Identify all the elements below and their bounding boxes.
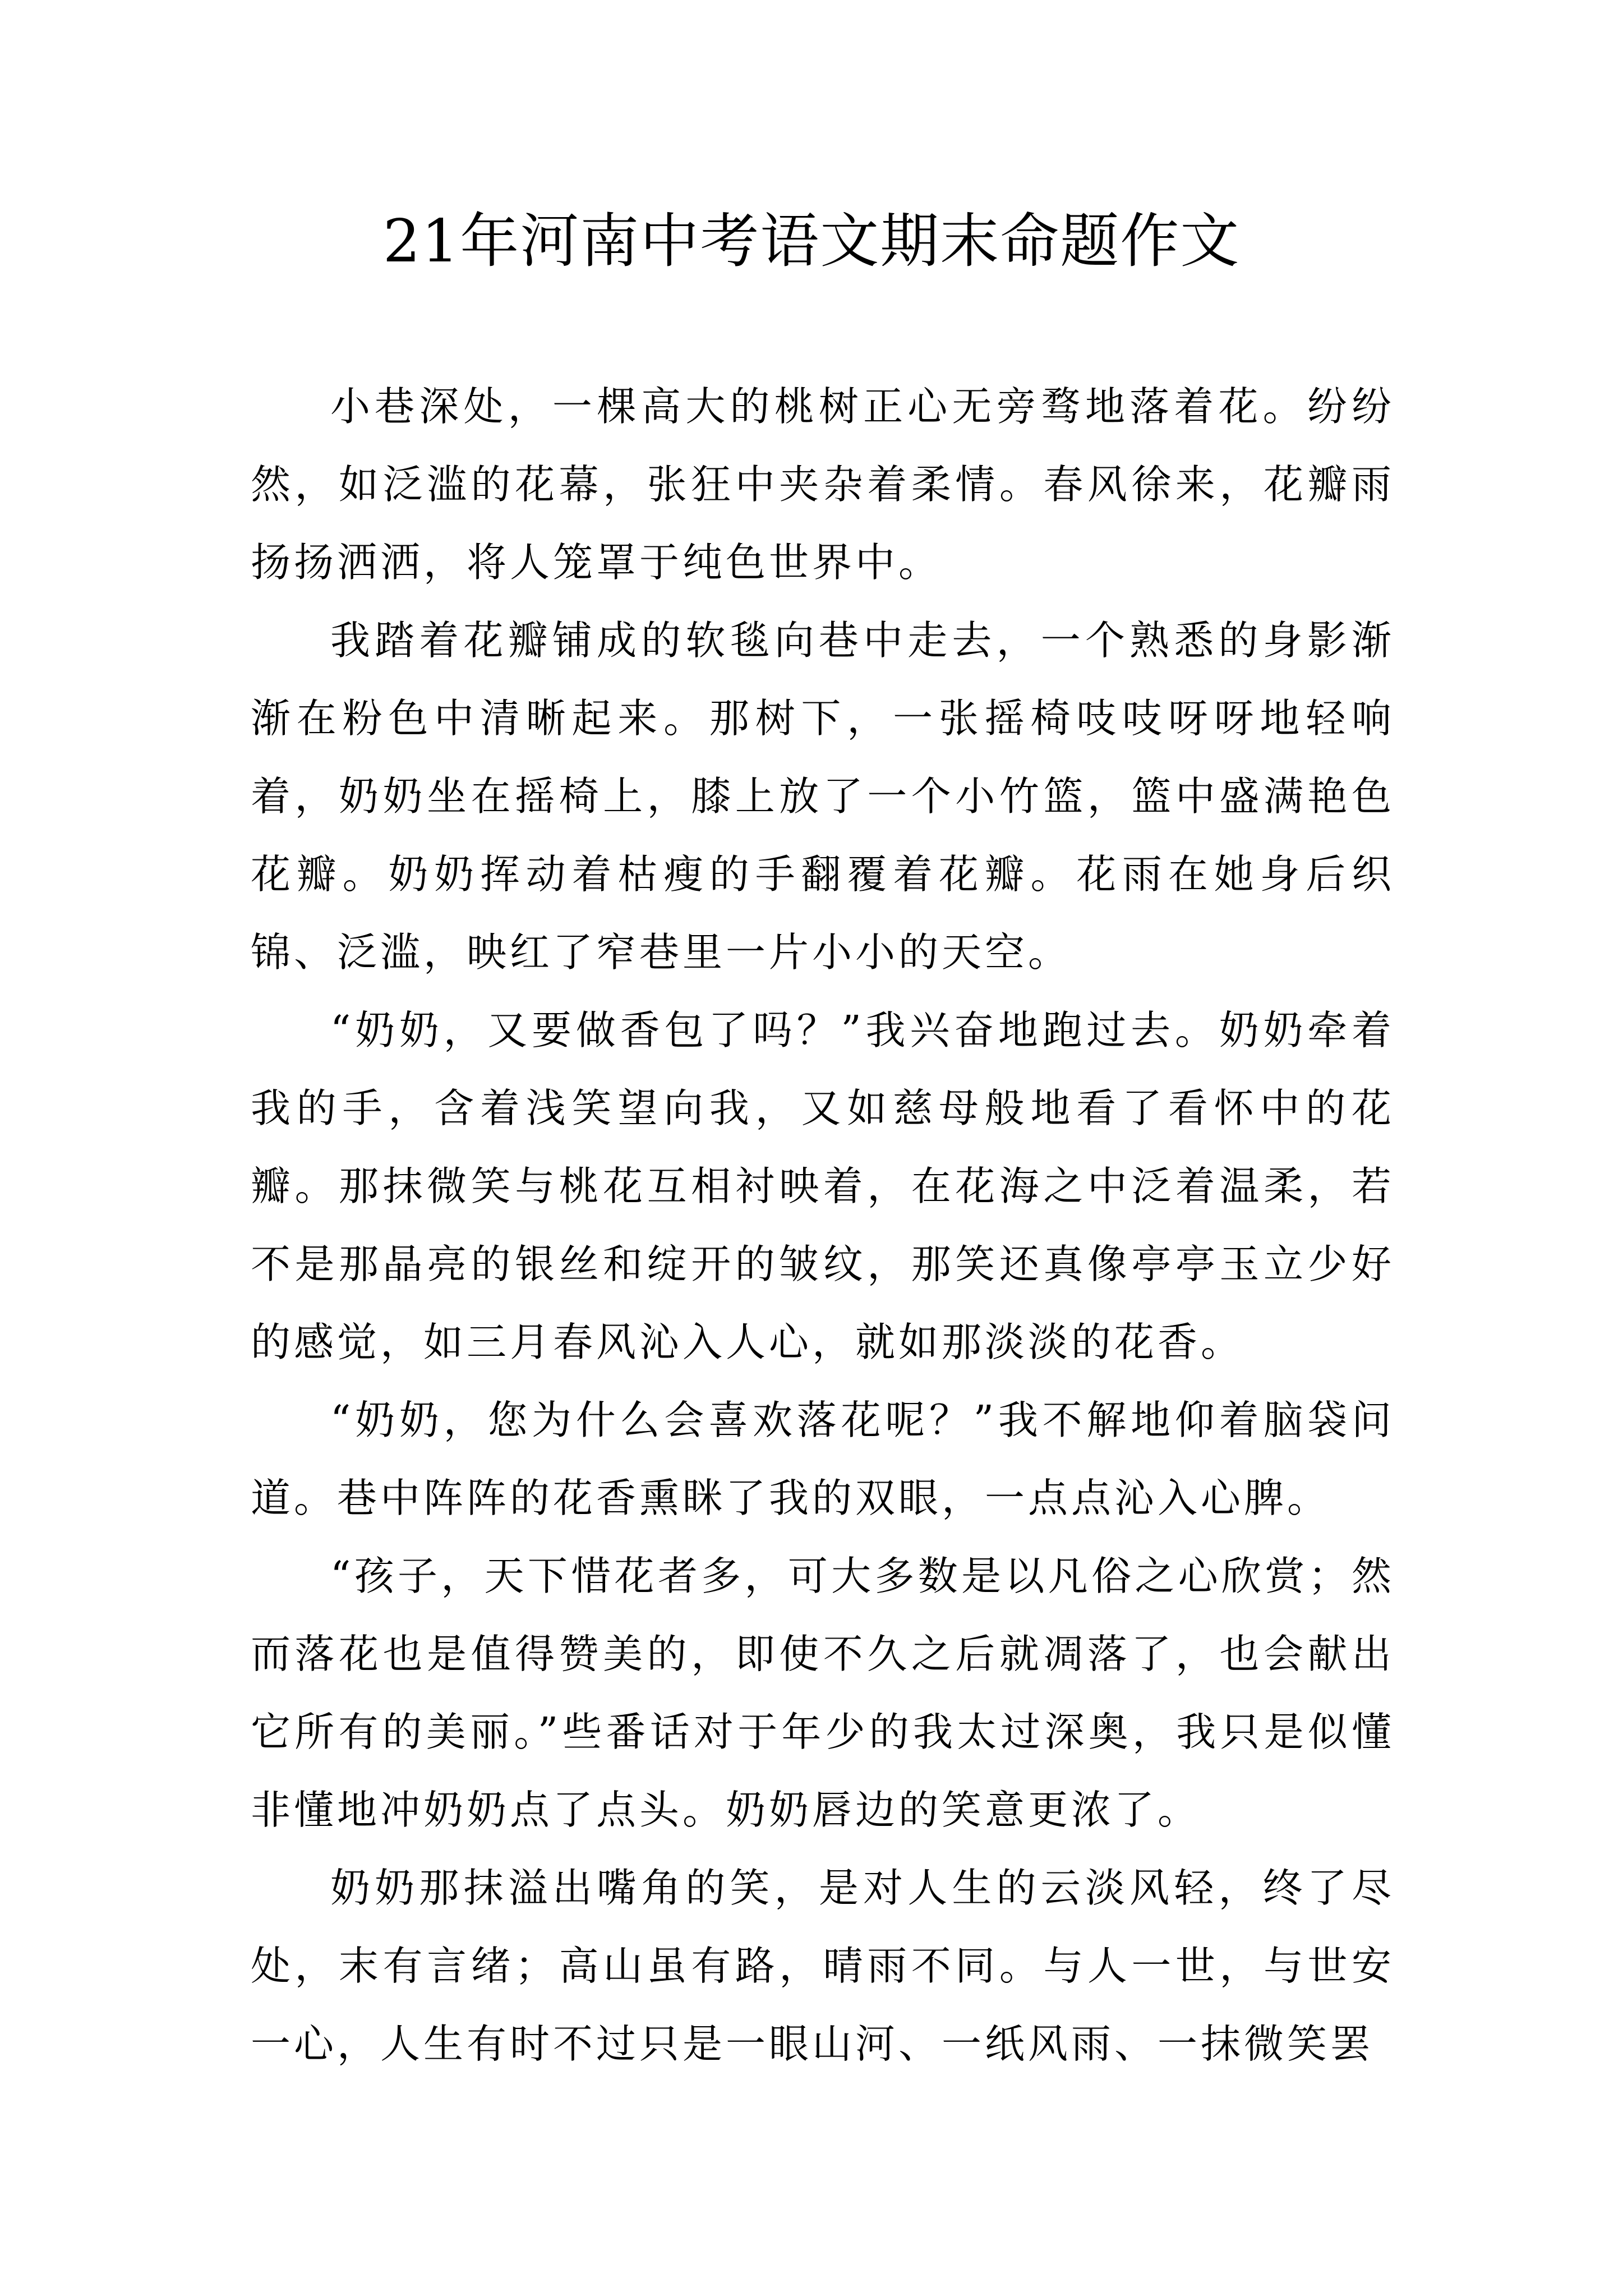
paragraph: 我踏着花瓣铺成的软毯向巷中走去，一个熟悉的身影渐渐在粉色中清晰起来。那树下，一张摇椅吱吱呀呀地轻响着，奶奶坐在摇椅上，膝上放了一个小竹篮，篮中盛满艳色花瓣。奶奶挥动着枯瘦的手翻覆着花瓣。花雨在她身后织锦、泛滥，映红了窄巷里一片小小的天空。 [251,617,1395,976]
document-body [251,367,1395,2083]
paragraph: “孩子，天下惜花者多，可大多数是以凡俗之心欣赏；然而落花也是值得赞美的，即使不久之后就凋落了，也会献出它所有的美丽。”些番话对于年少的我太过深奥，我只是似懂非懂地冲奶奶点了点头。奶奶唇边的笑意更浓了。 [251,1553,1395,1833]
paragraph: “奶奶，您为什么会喜欢落花呢？”我不解地仰着脑袋问道。巷中阵阵的花香熏眯了我的双眼，一点点沁入心脾。 [251,1397,1395,1521]
document-title: 21年河南中考语文期末命题作文 [382,207,1241,275]
paragraph: 小巷深处，一棵高大的桃树正心无旁骛地落着花。纷纷然，如泛滥的花幕，张狂中夹杂着柔情。春风徐来，花瓣雨扬扬洒洒，将人笼罩于纯色世界中。 [251,383,1395,586]
paragraph: 奶奶那抹溢出嘴角的笑，是对人生的云淡风轻，终了尽处，末有言绪；高山虽有路，晴雨不同。与人一世，与世安一心，人生有时不过只是一眼山河、一纸风雨、一抹微笑罢 [251,1865,1395,2067]
paragraph: “奶奶，又要做香包了吗？”我兴奋地跑过去。奶奶牵着我的手，含着浅笑望向我，又如慈母般地看了看怀中的花瓣。那抹微笑与桃花互相衬映着，在花海之中泛着温柔，若不是那晶亮的银丝和绽开的皱纹，那笑还真像亭亭玉立少好的感觉，如三月春风沁入人心，就如那淡淡的花香。 [251,1007,1395,1365]
